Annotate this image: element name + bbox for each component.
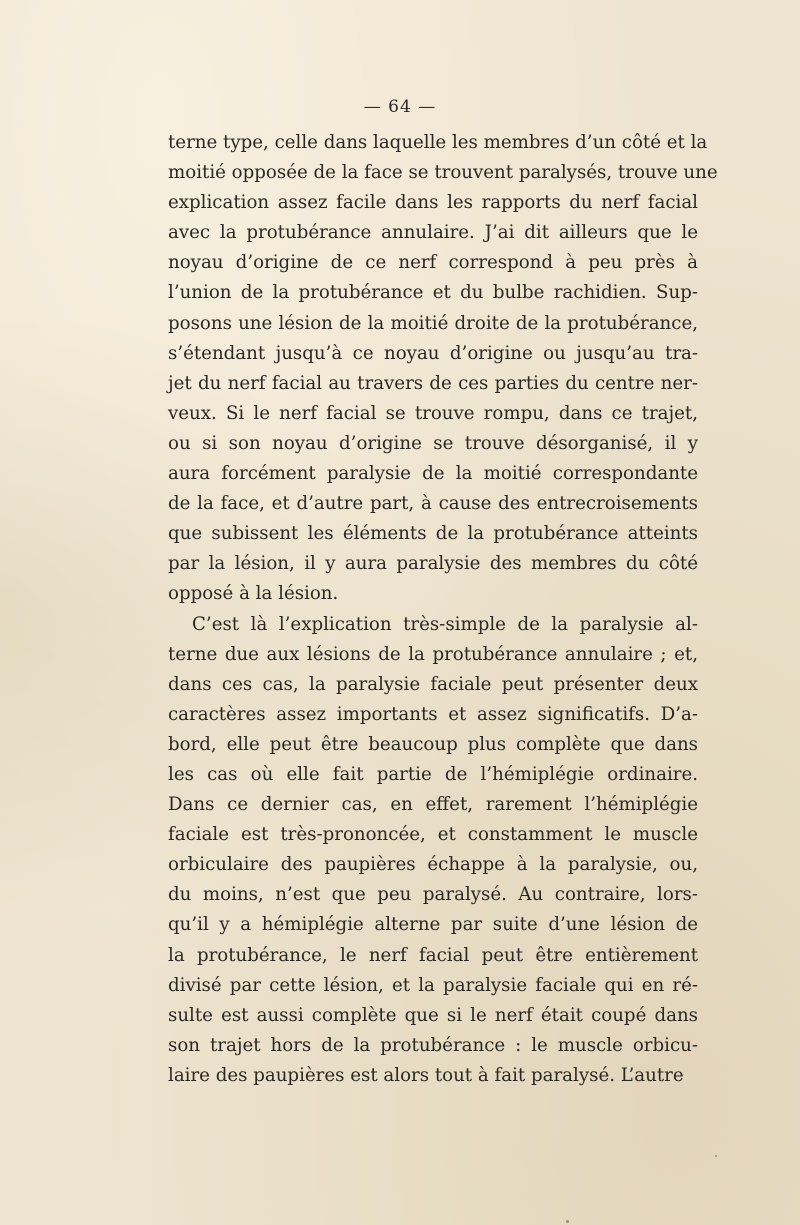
text-line-24: faciale est très-prononcée, et constamment le muscle <box>168 824 698 846</box>
text-line-27: qu’il y a hémiplégie alterne par suite d’une lésion de <box>168 914 698 936</box>
text-line-30: sulte est aussi complète que si le nerf était coupé dans <box>168 1004 698 1026</box>
text-line-12: aura forcément paralysie de la moitié correspondante <box>168 463 698 485</box>
paper-speck <box>715 1155 717 1157</box>
text-line-26: du moins, n’est que peu paralysé. Au contraire, lors- <box>168 884 698 906</box>
text-line-5: noyau d’origine de ce nerf correspond à peu près à <box>168 252 698 274</box>
text-line-7: posons une lésion de la moitié droite de la protubérance, <box>168 312 698 334</box>
text-line-18: terne due aux lésions de la protubérance annulaire ; et, <box>168 643 698 665</box>
text-line-4: avec la protubérance annulaire. J’ai dit ailleurs que le <box>168 222 698 244</box>
paper-speck <box>566 1220 569 1223</box>
body-text <box>168 128 718 1091</box>
text-line-17: C’est là l’explication très-simple de la paralysie al- <box>192 613 698 635</box>
text-line-14: que subissent les éléments de la protubérance atteints <box>168 523 698 545</box>
text-line-11: ou si son noyau d’origine se trouve désorganisé, il y <box>168 432 698 454</box>
text-line-3: explication assez facile dans les rapports du nerf facial <box>168 192 698 214</box>
text-line-6: l’union de la protubérance et du bulbe rachidien. Sup- <box>168 282 698 304</box>
text-line-2: moitié opposée de la face se trouvent paralysés, trouve une <box>168 162 718 184</box>
text-line-22: les cas où elle fait partie de l’hémiplégie ordinaire. <box>168 763 698 785</box>
text-line-23: Dans ce dernier cas, en effet, rarement l’hémiplégie <box>168 794 698 816</box>
text-line-21: bord, elle peut être beaucoup plus complète que dans <box>168 733 698 755</box>
text-line-16: opposé à la lésion. <box>168 583 339 605</box>
text-line-9: jet du nerf facial au travers de ces parties du centre ner- <box>168 372 698 394</box>
text-line-19: dans ces cas, la paralysie faciale peut présenter deux <box>168 673 698 695</box>
text-line-8: s’étendant jusqu’à ce noyau d’origine ou jusqu’au tra- <box>168 342 698 364</box>
text-line-29: divisé par cette lésion, et la paralysie faciale qui en ré- <box>168 974 698 996</box>
text-line-10: veux. Si le nerf facial se trouve rompu, dans ce trajet, <box>168 402 698 424</box>
page-number: — 64 — <box>363 97 437 117</box>
text-line-32: laire des paupières est alors tout à fait paralysé. L’autre <box>168 1064 684 1086</box>
text-line-15: par la lésion, il y aura paralysie des membres du côté <box>168 553 698 575</box>
text-line-13: de la face, et d’autre part, à cause des entrecroisements <box>168 493 698 515</box>
text-line-31: son trajet hors de la protubérance : le muscle orbicu- <box>168 1034 698 1056</box>
text-line-20: caractères assez importants et assez significatifs. D’a- <box>168 703 698 725</box>
text-line-25: orbiculaire des paupières échappe à la paralysie, ou, <box>168 854 698 876</box>
text-line-1: terne type, celle dans laquelle les membres d’un côté et la <box>168 132 708 153</box>
text-line-28: la protubérance, le nerf facial peut être entièrement <box>168 944 698 966</box>
